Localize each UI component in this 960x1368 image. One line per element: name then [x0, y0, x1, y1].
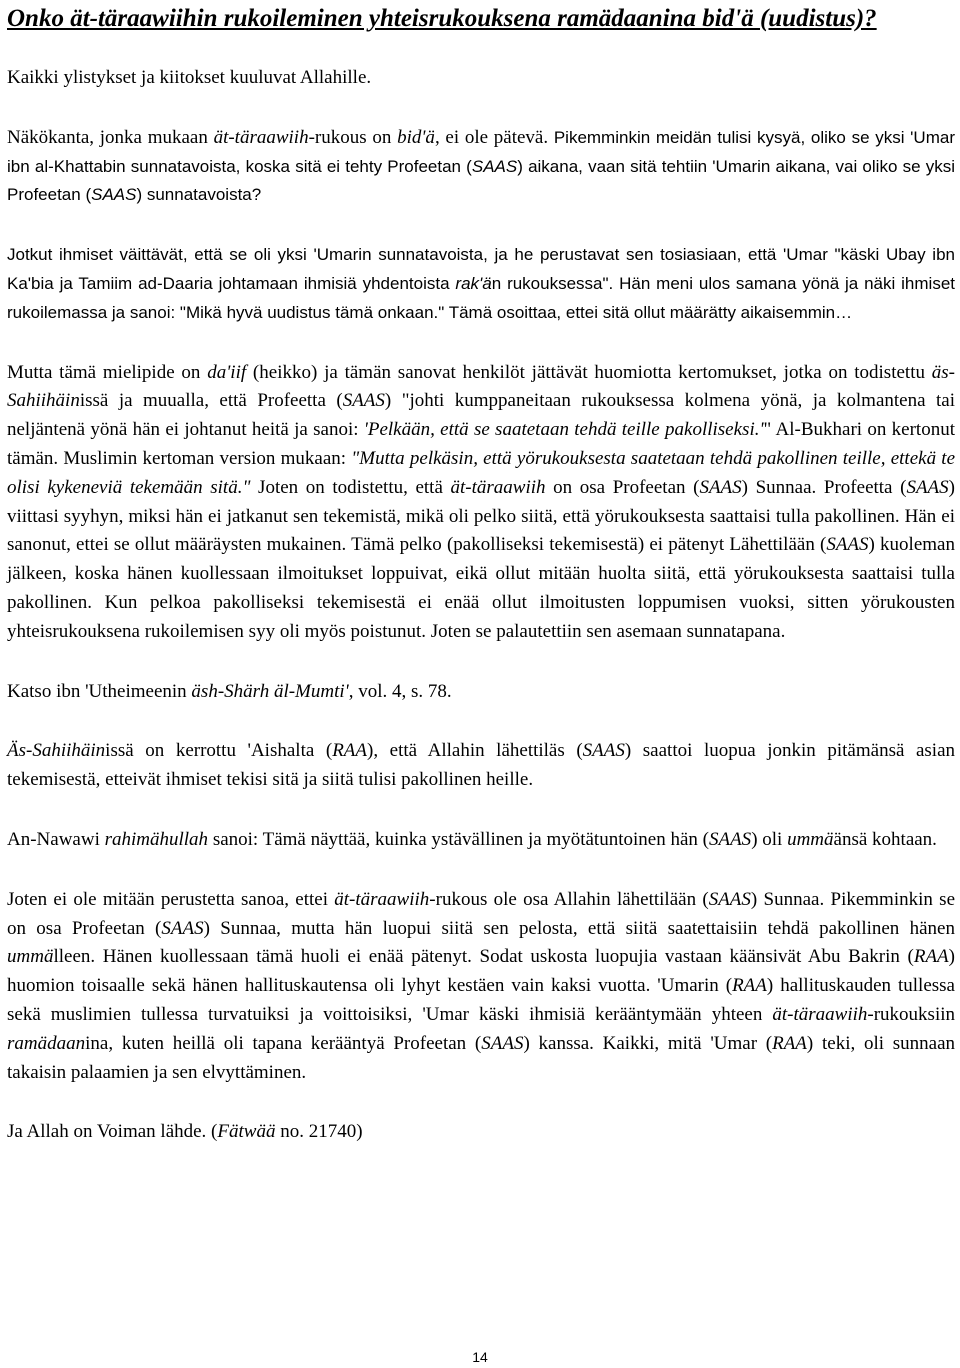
paragraph-weak-opinion: Mutta tämä mielipide on da'iif (heikko) ja tämän sanovat henkilöt jättävät huomiotta kertomukset, jotka on todistettu äs-Sahiihäinissä ja muualla, että Profeetta (SAAS) "johti kumppaneitaan rukouksessa kolmena yönä, ja kolmantena tai neljäntenä yönä hän ei johtanut heitä ja sanoi: 'Pelkään, että se saatetaan tehdä teille pakolliseksi.'" Al-Bukhari on kertonut tämän. Muslimin kertoman version mukaan: "Mutta pelkäsin, että yörukouksesta saatetaan tehdä pakollinen teille, ettekä te olisi kykeneviä tekemään sitä." Joten on todistettu, että ät-täraawiih on osa Profeetan (SAAS) Sunnaa. Profeetta (SAAS) viittasi syyhyn, miksi hän ei jatkanut sen tekemistä, mikä oli pelko siitä, että yörukouksesta saattaisi tulla pakollinen. Hän ei sanonut, ettei se ollut määräysten mukainen. Tämä pelko (pakolliseksi tekemisestä) ei pätenyt Lähettilään (SAAS) kuoleman jälkeen, koska hänen kuollessaan ilmoitukset loppuivat, eikä ollut mitään huolta siitä, että yörukouksesta saattaisi tulla pakollinen. Kun pelkoa pakolliseksi tekemisestä ei enää ollut ilmoitusten loppumisen vuoksi, sitten yörukousten yhteisrukouksena rukoilemisen syy oli myös poistunut. Joten se palautettiin sen asemaan sunnatapana. — [7, 361, 956, 642]
paragraph-aisha-narration: Äs-Sahiihäinissä on kerrottu 'Aishalta (RAA), että Allahin lähettiläs (SAAS) saattoi luopua jonkin pitämänsä asian tekemisestä, etteivät ihmiset tekisi sitä ja siitä tulisi pakollinen heille. — [7, 740, 956, 791]
paragraph-umar-claim: Jotkut ihmiset väittävät, että se oli yksi 'Umarin sunnatavoista, ja he perustavat sen tosiasiaan, että 'Umar "käski Ubay ibn Ka'bia ja Tamiim ad-Daaria johtamaan ihmisiä yhdentoista rak'än rukouksessa". Hän meni ulos samana yönä ja näki ihmiset rukoilemassa ja sanoi: "Mikä hyvä uudistus tämä onkaan." Tämä osoittaa, ettei sitä ollut määrätty aikaisemmin… — [7, 245, 955, 322]
paragraph-conclusion: Joten ei ole mitään perustetta sanoa, ettei ät-täraawiih-rukous ole osa Allahin lähettilään (SAAS) Sunnaa. Pikemminkin se on osa Profeetan (SAAS) Sunnaa, mutta hän luopui siitä sen pelosta, että siitä saatettaisiin tehdä pakollinen hänen ummälleen. Hänen kuollessaan tämä huoli ei enää pätenyt. Sodat uskosta luopujia vastaan käänsivät Abu Bakrin (RAA) huomion toisaalle sekä hänen hallituskautensa oli lyhyt kestäen vain kaksi vuotta. 'Umarin (RAA) hallituskauden tullessa sekä muslimien tullessa turvatuiksi ja voittoisiksi, 'Umar käski ihmisiä kerääntymään yhteen ät-täraawiih-rukouksiin ramädaanina, kuten heillä oli tapana kerääntyä Profeetan (SAAS) kanssa. Kaikki, mitä 'Umar (RAA) teki, oli sunnaan takaisin palaamien ja sen elvyttäminen. — [7, 888, 956, 1083]
reference-utheimeen: Katso ibn 'Utheimeenin äsh-Shärh äl-Mumti', vol. 4, s. 78. — [7, 680, 452, 702]
paragraph-nawawi: An-Nawawi rahimähullah sanoi: Tämä näyttää, kuinka ystävällinen ja myötätuntoinen hän (SAAS) oli ummäänsä kohtaan. — [7, 828, 937, 850]
page-title: Onko ät-täraawiihin rukoileminen yhteisrukouksena ramädaanina bid'ä (uudistus)? — [7, 5, 877, 32]
paragraph-bidah-question: Näkökanta, jonka mukaan ät-täraawiih-rukous on bid'ä, ei ole pätevä. Pikemminkin meidän tulisi kysyä, oliko se yksi 'Umar ibn al-Khattabin sunnatavoista, koska sitä ei tehty Profeetan (SAAS) aikana, vaan sitä tehtiin 'Umarin aikana, vai oliko se yksi Profeetan (SAAS) sunnatavoista? — [7, 126, 955, 205]
document-page — [7, 0, 955, 1147]
closing-fatwa-reference: Ja Allah on Voiman lähde. (Fätwää no. 21740) — [7, 1121, 363, 1143]
opening-praise: Kaikki ylistykset ja kiitokset kuuluvat Allahille. — [7, 67, 372, 88]
page-number: 14 — [472, 1349, 488, 1365]
